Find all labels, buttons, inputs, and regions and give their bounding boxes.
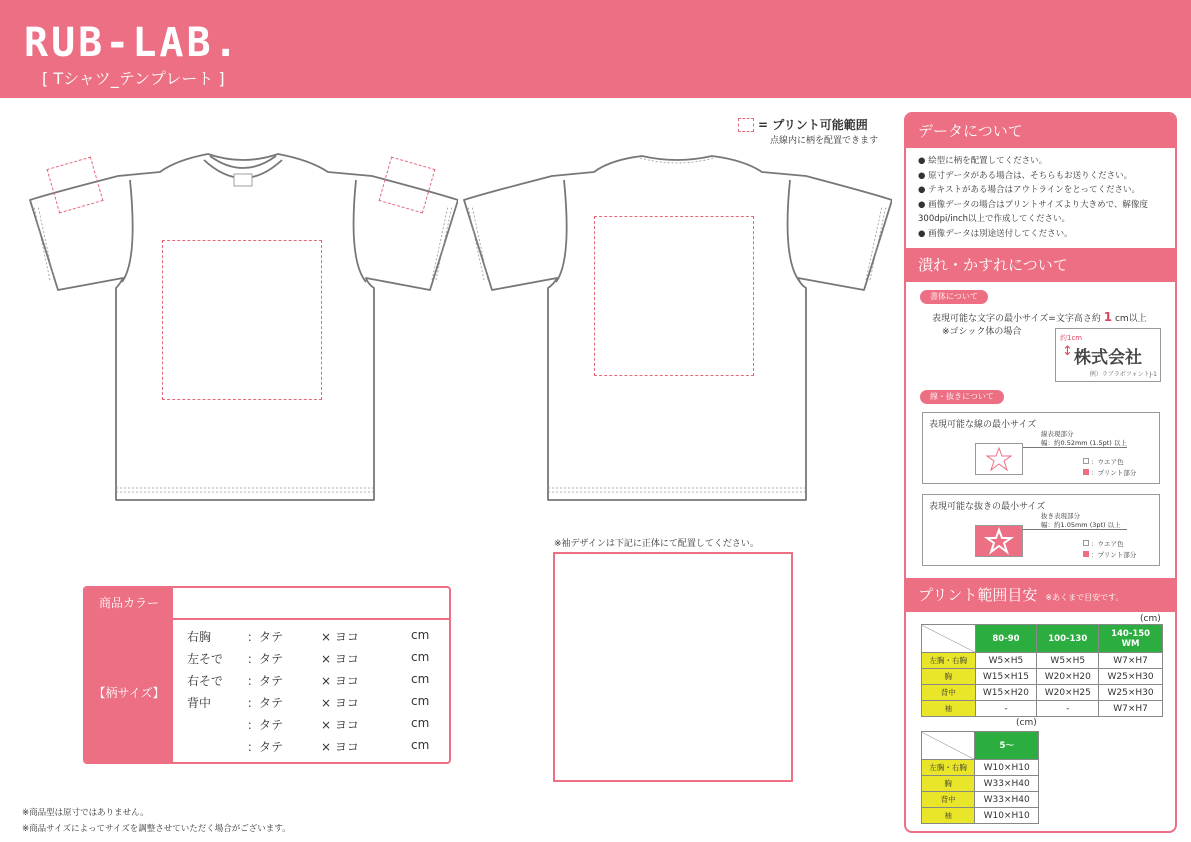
row-label: 袖 xyxy=(922,701,976,717)
size-yoko: × ヨコ xyxy=(321,630,359,644)
legend-wear-color xyxy=(1083,457,1124,466)
print-area-legend xyxy=(738,116,878,146)
print-range-table xyxy=(921,624,1163,717)
pattern-size-label: 【柄サイズ】 xyxy=(85,620,173,764)
table-cell: W33×H40 xyxy=(975,776,1039,792)
data-section-title: データについて xyxy=(906,114,1175,148)
size-header: 140-150 WM xyxy=(1099,625,1163,653)
size-yoko: × ヨコ xyxy=(321,718,359,732)
size-row xyxy=(173,734,451,756)
table-cell: W7×H7 xyxy=(1099,653,1163,669)
data-item: ● 画像データは別途送付してください。 xyxy=(918,228,1073,239)
legend-text: ：ウエア色 xyxy=(1091,540,1124,548)
size-header: 80-90 xyxy=(975,625,1037,653)
corner-cell xyxy=(922,625,976,653)
product-size-form xyxy=(83,586,451,764)
template-subtitle: [ Tシャツ_テンプレート ] xyxy=(42,69,225,88)
footnotes xyxy=(22,805,291,837)
wear-swatch xyxy=(1083,540,1089,546)
row-label: 胸 xyxy=(922,669,976,685)
leader-line xyxy=(1023,529,1127,530)
line-note: 幅：約0.52mm (1.5pt) 以上 xyxy=(1041,439,1127,447)
row-label: 左胸・右胸 xyxy=(922,653,976,669)
size-row xyxy=(173,624,451,646)
legend-text: ：プリント部分 xyxy=(1091,469,1137,477)
knockout-note: 幅：約1.05mm (3pt) 以上 xyxy=(1041,521,1121,529)
size-yoko: × ヨコ xyxy=(321,696,359,710)
size-unit: cm xyxy=(411,716,430,730)
table-cell: W5×H5 xyxy=(975,653,1037,669)
print-range-title xyxy=(906,578,1175,612)
size-tate: ：タテ xyxy=(247,674,284,688)
print-swatch xyxy=(1083,551,1089,557)
legend-print-part xyxy=(1083,550,1136,559)
star-knockout-icon xyxy=(976,526,1022,556)
sleeve-design-note: ※袖デザインは下記に正体にて配置してください。 xyxy=(554,539,759,549)
dashed-box-icon xyxy=(738,118,754,132)
front-chest-print-area xyxy=(162,240,322,400)
table-cell: W15×H20 xyxy=(975,685,1037,701)
min-knockout-box xyxy=(922,494,1160,566)
sample-approx: 約1cm xyxy=(1060,334,1083,342)
table-cell: W20×H20 xyxy=(1037,669,1099,685)
size-row xyxy=(173,668,451,690)
size-row xyxy=(173,712,451,734)
sample-kanji: 株式会社 xyxy=(1074,348,1142,368)
row-label: 左胸・右胸 xyxy=(922,760,975,776)
table-cell: W10×H10 xyxy=(975,808,1039,824)
size-unit: cm xyxy=(411,694,430,708)
footnote: ※商品型は原寸ではありません。 xyxy=(22,808,149,818)
print-range-table-adult xyxy=(921,731,1039,824)
legend-wear-color xyxy=(1083,539,1124,548)
size-yoko: × ヨコ xyxy=(321,674,359,688)
legend-text: ：プリント部分 xyxy=(1091,551,1137,559)
leader-line xyxy=(1023,447,1127,448)
size-part: 右そで xyxy=(187,674,224,688)
table-cell: - xyxy=(1037,701,1099,717)
font-num: 1 xyxy=(1103,310,1113,324)
legend-note: 点線内に柄を配置できます xyxy=(770,136,879,146)
data-item: ● テキストがある場合はアウトラインをとってください。 xyxy=(918,185,1141,195)
unit-label: (cm) xyxy=(1016,718,1037,728)
font-text: 表現可能な文字の最小サイズ=文字高さ約 xyxy=(932,314,1101,324)
font-sub-note: ※ゴシック体の場合 xyxy=(942,327,1022,337)
legend-title: = プリント可能範囲 xyxy=(758,118,868,132)
knockout-note: 抜き表現部分 xyxy=(1041,512,1080,520)
table-cell: - xyxy=(975,701,1037,717)
sample-example: 例）ラブラボフォントJ-1 xyxy=(1089,371,1157,378)
back-print-area xyxy=(594,216,754,376)
size-row xyxy=(173,646,451,668)
print-swatch xyxy=(1083,469,1089,475)
size-yoko: × ヨコ xyxy=(321,652,359,666)
size-header: 5〜 xyxy=(975,732,1039,760)
data-instructions xyxy=(918,154,1168,241)
legend-text: ：ウエア色 xyxy=(1091,458,1124,466)
table-cell: W25×H30 xyxy=(1099,669,1163,685)
min-knockout-title: 表現可能な抜きの最小サイズ xyxy=(929,502,1046,512)
brand-logo: RUB-LAB. xyxy=(24,20,241,66)
table-cell: W20×H25 xyxy=(1037,685,1099,701)
size-unit: cm xyxy=(411,628,430,642)
table-cell: W15×H15 xyxy=(975,669,1037,685)
footnote: ※商品サイズによってサイズを調整させていただく場合がございます。 xyxy=(22,824,291,834)
size-yoko: × ヨコ xyxy=(321,740,359,754)
print-range-title-text: プリント範囲目安 xyxy=(918,586,1038,604)
size-row xyxy=(173,690,451,712)
size-unit: cm xyxy=(411,650,430,664)
blur-section-title: 潰れ・かすれについて xyxy=(906,248,1175,282)
font-min-size-text xyxy=(932,310,1147,324)
wear-swatch xyxy=(1083,458,1089,464)
data-item: 300dpi/inch以上で作成してください。 xyxy=(918,214,1071,224)
font-text: cm以上 xyxy=(1114,314,1147,324)
guidelines-panel xyxy=(904,112,1177,833)
data-item: ● 原寸データがある場合は、そちらもお送りください。 xyxy=(918,170,1133,181)
table-cell: W25×H30 xyxy=(1099,685,1163,701)
table-cell: W10×H10 xyxy=(975,760,1039,776)
size-unit: cm xyxy=(411,672,430,686)
header-banner xyxy=(0,0,1191,98)
corner-cell xyxy=(922,732,975,760)
star-sample-box xyxy=(975,443,1023,475)
height-arrow-icon: ↕ xyxy=(1062,344,1073,359)
size-tate: ：タテ xyxy=(247,696,284,710)
size-tate: ：タテ xyxy=(247,652,284,666)
min-line-box xyxy=(922,412,1160,484)
data-item: ● 画像データの場合はプリントサイズより大きめで、解像度 xyxy=(918,199,1148,210)
size-tate: ：タテ xyxy=(247,718,284,732)
star-knockout-box xyxy=(975,525,1023,557)
unit-label: (cm) xyxy=(1140,614,1161,624)
size-tate: ：タテ xyxy=(247,630,284,644)
size-part: 右胸 xyxy=(187,630,212,644)
star-outline-icon xyxy=(976,444,1022,474)
size-header: 100-130 xyxy=(1037,625,1099,653)
line-pill: 線・抜きについて xyxy=(920,390,1004,404)
product-color-label: 商品カラー xyxy=(85,588,173,618)
size-part: 左そで xyxy=(187,652,224,666)
line-note: 線表現部分 xyxy=(1041,430,1074,438)
row-label: 背中 xyxy=(922,685,976,701)
font-pill: 書体について xyxy=(920,290,988,304)
size-unit: cm xyxy=(411,738,430,752)
row-label: 袖 xyxy=(922,808,975,824)
table-cell: W33×H40 xyxy=(975,792,1039,808)
legend-print-part xyxy=(1083,468,1136,477)
font-sample-box xyxy=(1055,328,1161,382)
size-tate: ：タテ xyxy=(247,740,284,754)
size-part: 背中 xyxy=(187,696,212,710)
data-item: ● 絵型に柄を配置してください。 xyxy=(918,156,1048,166)
sleeve-design-box xyxy=(553,552,793,782)
print-range-note: ※あくまで目安です。 xyxy=(1045,593,1124,602)
row-label: 背中 xyxy=(922,792,975,808)
min-line-title: 表現可能な線の最小サイズ xyxy=(929,420,1037,430)
table-cell: W5×H5 xyxy=(1037,653,1099,669)
table-cell: W7×H7 xyxy=(1099,701,1163,717)
row-label: 胸 xyxy=(922,776,975,792)
